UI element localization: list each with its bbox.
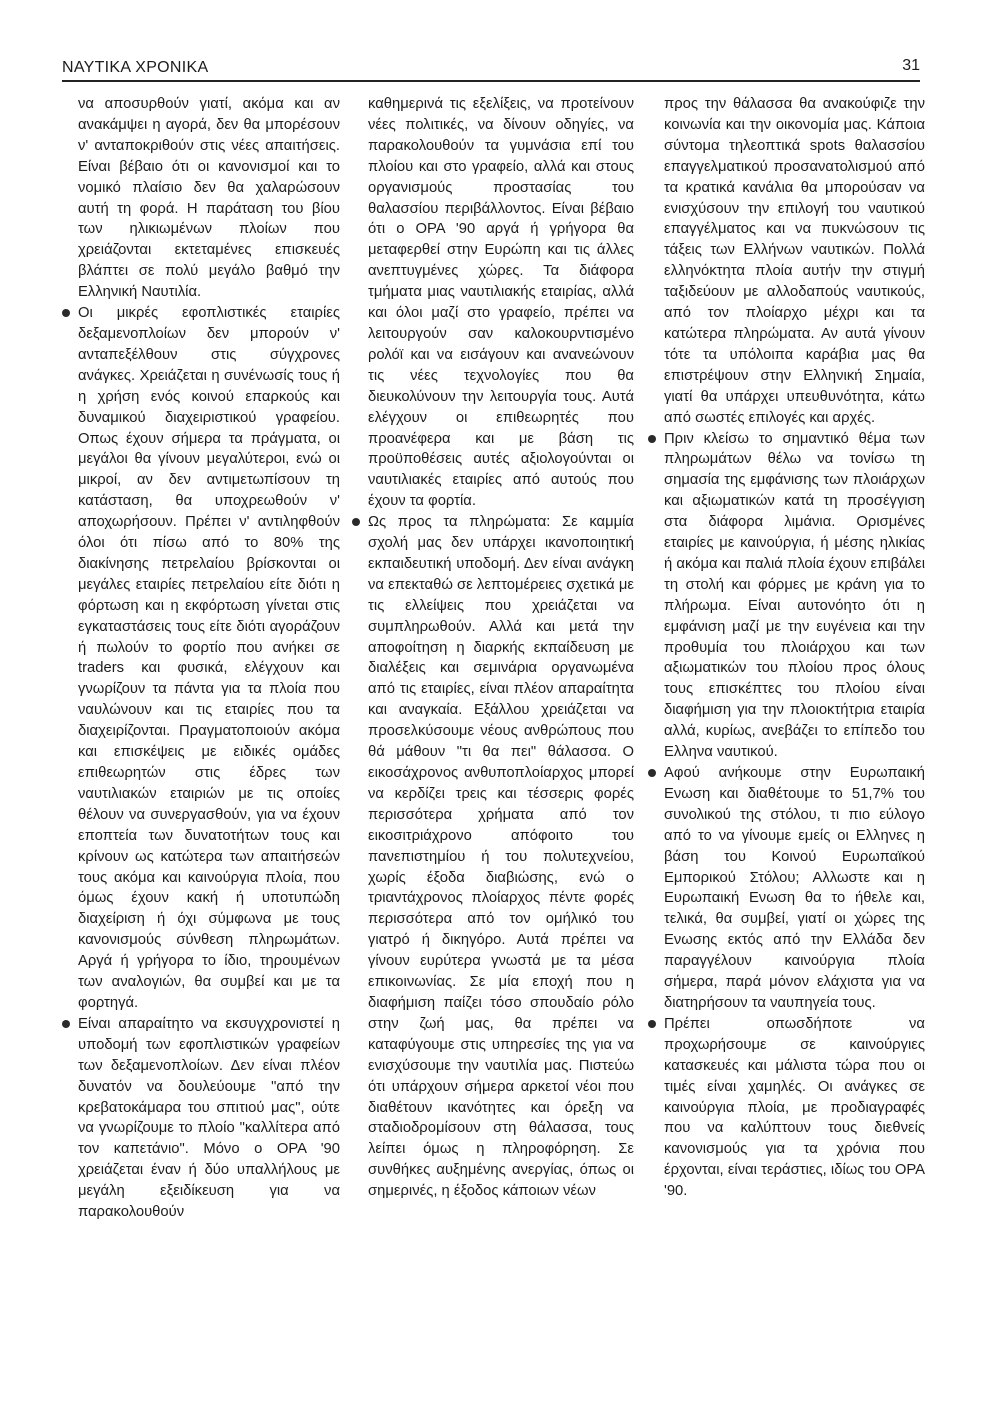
- paragraph-text: Αφού ανήκουμε στην Ευρωπαική Ενωση και διαθέτουμε το 51,7% του συνολικού της στόλου, τι πιο εύλογο από το να γίνουμε εμείς οι Ελληνες η βάση του Κοινού Ευρωπαϊκού Εμπορικού Στόλου; Αλλωστε και η Ευρωπαική Ενωση θα το ήθελε και, τελικά, θα συμβεί, γιατί οι χώρες της Ενωσης εκτός από την Ελλάδα δεν παραγγέλουν καινούργια πλοία σήμερα, παρά μόνον ελάχιστα για να διατηρήσουν τα ναυπηγεία τους.: [664, 765, 925, 1011]
- bullet-paragraph: [78, 303, 340, 1014]
- bullet-icon: [62, 309, 70, 317]
- paragraph: να αποσυρθούν γιατί, ακόμα και αν ανακάμψει η αγορά, δεν θα μπορέσουν ν' ανταποκριθούν στις νέες απαιτήσεις. Είναι βέβαιο ότι οι κανονισμοί και το νομικό πλαίσιο δεν θα χαλαρώσουν αυτή τη φορά. Η παράταση του βίου των ηλικιωμένων πλοίων που χρειάζονται εκτεταμένες επισκευές βλάπτει σε πολύ μεγάλο βαθμό την Ελληνική Ναυτιλία.: [78, 96, 340, 301]
- bullet-icon: [648, 1020, 656, 1028]
- page-header: [62, 57, 920, 81]
- bullet-paragraph: [664, 763, 925, 1014]
- publication-title: ΝΑΥΤΙΚΑ ΧΡΟΝΙΚΑ: [62, 59, 209, 76]
- bullet-icon: [62, 1020, 70, 1028]
- text-column-2: [368, 94, 634, 1202]
- page-number: 31: [902, 57, 920, 74]
- bullet-paragraph: [78, 1014, 340, 1223]
- paragraph-text: Πριν κλείσω το σημαντικό θέμα των πληρωμάτων θέλω να τονίσω τη σημασία της εμφάνισης των πλοιάρχων και αξιωματικών κατά τη προσέγγιση στα διάφορα λιμάνια. Ορισμένες εταιρίες με καινούργια, ή μέσης ηλικίας ή ακόμα και παλιά πλοία έχουν επιβάλει τη στολή και φόρμες με κράνη για το πλήρωμα. Είναι αυτονόητο ότι η εμφάνιση μαζί με την ευγένεια και την προθυμία του πλοιάρχου και των αξιωματικών του πλοίου προς όλους τους επισκέπτες του πλοίου είναι διαφήμιση για την πλοιοκτήτρια εταιρία αλλά, κυρίως, ανεβάζει το επίπεδο του Ελληνα ναυτικού.: [664, 430, 925, 761]
- bullet-icon: [648, 769, 656, 777]
- paragraph-text: Οι μικρές εφοπλιστικές εταιρίες δεξαμενοπλοίων δεν μπορούν ν' ανταπεξέλθουν στις σύγχρονες ανάγκες. Χρειάζεται η συνένωσίς τους ή η χρήση ενός κοινού επαρκούς και δυναμικού διαχειριστικού γραφείου. Οπως έχουν σήμερα τα πράγματα, οι μεγάλοι θα γίνουν μεγαλύτεροι, ενώ οι μικροί, αν δεν αντιμετωπίσουν τη κατάσταση, θα υποχρεωθούν ν' αποχωρήσουν. Πρέπει ν' αντιληφθούν όλοι ότι πίσω από το 80% της διακίνησης πετρελαίου βρίσκονται οι μεγάλες εταιρίες πετρελαίου είτε διότι η φόρτωση και η εκφόρτωση γίνεται στις εγκαταστάσεις τους είτε διότι αγοράζουν ή πωλούν το φορτίο που ανήκει σε traders και φυσικά, ελέγχουν και γνωρίζουν τα πάντα για τα πλοία που ναυλώνουν και τις εταιρίες που τα διαχειρίζονται. Πραγματοποιούν ακόμα και επισκέψεις με ειδικές ομάδες επιθεωρητών στις έδρες των ναυτιλιακών εταιριών με τις οποίες θέλουν να συνεργασθούν, για να έχουν εποπτεία των δυνατοτήτων τους και κρίνουν ως κατώτερα των απαιτήσεών τους ακόμα και καινούργια πλοία, που όμως έχουν κακή ή υποτυπώδη διαχείριση ή όχι σύμφωνα με τους κανονισμούς σύνθεση πληρωμάτων. Αργά ή γρήγορα το ίδιο, τηρουμένων των αναλογιών, θα συμβεί και με τα φορτηγά.: [78, 305, 340, 1011]
- bullet-icon: [352, 518, 360, 526]
- bullet-paragraph: [664, 1014, 925, 1202]
- paragraph-text: Πρέπει οπωσδήποτε να προχωρήσουμε σε καινούργιες κατασκευές και μάλιστα τώρα που οι τιμές είναι χαμηλές. Οι ανάγκες σε καινούργια πλοία, με προδιαγραφές που να καλύπτουν τους διεθνείς κανονισμούς για τα χρόνια που έρχονται, είναι τεράστιες, ιδίως του ΟΡΑ '90.: [664, 1015, 925, 1200]
- bullet-icon: [648, 435, 656, 443]
- bullet-paragraph: [664, 429, 925, 764]
- paragraph-text: Ως προς τα πληρώματα: Σε καμμία σχολή μας δεν υπάρχει ικανοποιητική εκπαιδευτική υποδομή. Δεν είναι ανάγκη να επεκταθώ σε λεπτομέρειες σχετικά με τις ελλείψεις που χρειάζεται να συμπληρωθούν. Αλλά και μετά την αποφοίτηση η διαρκής εκπαίδευση με διαλέξεις και σεμινάρια οργανωμένα από τις εταιρίες, είναι πλέον απαραίτητα και αναγκαία. Εξάλλου χρειάζεται να προσελκύσουμε νέους ανθρώπους που θά μάθουν "τι θα πει" θάλασσα. Ο εικοσάχρονος ανθυποπλοίαρχος μπορεί να κερδίζει τρεις και τέσσερις φορές περισσότερα χρήματα από τον εικοσιτριάχρονο απόφοιτο του πανεπιστημίου ή του πολυτεχνείου, χωρίς έξοδα διαβιώσης, ενώ ο τριαντάχρονος πλοίαρχος πέντε φορές περισσότερα από τον ομήλικό του γιατρό ή δικηγόρο. Αυτά πρέπει να γίνουν ευρύτερα γνωστά με τα μέσα επικοινωνίας. Σε μία εποχή που η διαφήμιση παίζει τόσο σπουδαίο ρόλο στην ζωή μας, θα πρέπει να καταφύγουμε στις υπηρεσίες της για να ενισχύσουμε την ναυτιλία μας. Πιστεύω ότι υπάρχουν σήμερα αρκετοί νέοι που διαθέτουν ικανότητες και όρεξη να σταδιοδρομίσουν στη θάλασσα, τους λείπει όμως η πληροφόρηση. Σε συνθήκες αυξημένης ανεργίας, όπως οι σημερινές, η έξοδος κάποιων νέων: [368, 514, 634, 1200]
- paragraph: προς την θάλασσα θα ανακούφιζε την κοινωνία και την οικονομία μας. Κάποια σύντομα τηλεοπτικά spots θαλασσίου επαγγελματικού προσανατολισμού από τα κρατικά κανάλια θα μπορούσαν να ενισχύσουν την επιλογή του ναυτικού επαγγέλματος και να πυκνώσουν τις τάξεις των Ελλήνων ναυτικών. Πολλά ελληνόκτητα πλοία αυτήν την στιγμή ταξιδεύουν με αλλοδαπούς ναυτικούς, από τον πλοίαρχο μέχρι και τα κατώτερα πληρώματα. Αν αυτά γίνουν τότε τα υπόλοιπα καράβια μας θα επιστρέψουν στην Ελληνική Σημαία, γιατί θα υπάρχει υπευθυνότητα, κάτω από σωστές επιλογές και αρχές.: [664, 96, 925, 426]
- bullet-paragraph: [368, 512, 634, 1202]
- paragraph-text: Είναι απαραίτητο να εκσυγχρονιστεί η υποδομή των εφοπλιστικών γραφείων των δεξαμενοπλοίων. Δεν είναι πλέον δυνατόν να δουλεύουμε "από την κρεβατοκάμαρα του σπιτιού μας", ούτε να γνωρίζουμε το πλοίο "καλλίτερα από τον καπετάνιο". Μόνο ο ΟΡΑ '90 χρειάζεται έναν ή δύο υπαλλήλους με μεγάλη εξειδίκευση για να παρακολουθούν: [78, 1015, 340, 1221]
- text-column-3: [664, 94, 925, 1202]
- paragraph: καθημερινά τις εξελίξεις, να προτείνουν νέες πολιτικές, να δίνουν οδηγίες, να παρακολουθούν τα γυμνάσια επί του πλοίου και στο γραφείο, αλλά και στους οργανισμούς προστασίας του θαλασσίου περιβάλλοντος. Είναι βέβαιο ότι ο ΟΡΑ '90 αργά ή γρήγορα θα μεταφερθεί στην Ευρώπη και τις άλλες ανεπτυγμένες χώρες. Τα διάφορα τμήματα μιας ναυτιλιακής εταιρίας, αλλά και όλοι μαζί στο γραφείο, πρέπει να λειτουργούν σαν καλοκουρντισμένο ρολόϊ και να εισάγουν και ανανεώνουν τις νέες τεχνολογίες που θα διευκολύνουν την λειτουργία τους. Αυτά ελέγχουν οι επιθεωρητές που προανέφερα και με βάση τις προϋποθέσεις αυτές αξιολογούνται οι ναυτιλιακές εταιρίες από αυτούς που έχουν τα φορτία.: [368, 96, 634, 510]
- header-rule: [62, 80, 920, 82]
- text-column-1: [78, 94, 340, 1223]
